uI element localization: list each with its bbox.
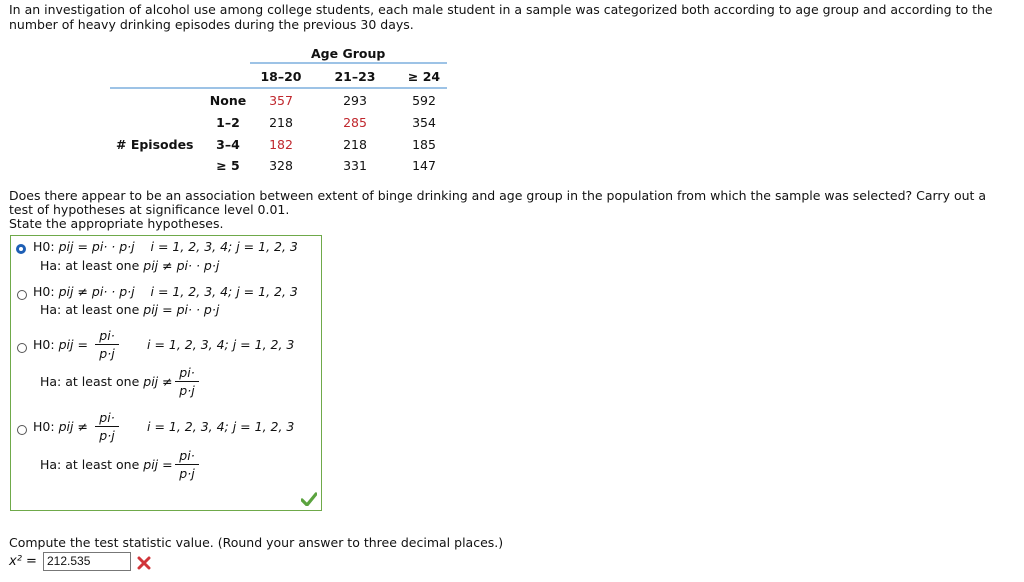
- table-cell: 354: [412, 115, 436, 130]
- state-prompt: State the appropriate hypotheses.: [9, 216, 224, 231]
- radio-option-1[interactable]: [16, 244, 26, 254]
- problem-intro: In an investigation of alcohol use among college students, each male student in a sample was categorized both according to age group and according to the number of heavy drinking episodes during the previous 30 days.: [9, 2, 993, 32]
- option-4-indices: i = 1, 2, 3, 4; j = 1, 2, 3: [147, 419, 295, 434]
- radio-option-3[interactable]: [17, 343, 27, 353]
- row-label: None: [209, 93, 247, 108]
- fraction-denominator: p·j: [99, 346, 115, 361]
- fraction-numerator: pi·: [99, 328, 115, 343]
- col-group-label: Age Group: [311, 46, 386, 61]
- incorrect-x-icon: [137, 556, 151, 570]
- option-3-ha-label: Ha: at least one pij ≠: [40, 374, 173, 389]
- table-cell: 592: [412, 93, 436, 108]
- option-3-h0-label: H0: pij =: [33, 337, 88, 352]
- table-cell: 185: [412, 137, 436, 152]
- col-header: 21–23: [334, 69, 376, 84]
- chi-square-label: x² =: [9, 554, 37, 569]
- fraction-denominator: p·j: [99, 428, 115, 443]
- row-label: 1–2: [216, 115, 240, 130]
- radio-option-2[interactable]: [17, 290, 27, 300]
- fraction-numerator: pi·: [99, 410, 115, 425]
- col-header: ≥ 24: [407, 69, 441, 84]
- test-statistic-input[interactable]: 212.535: [43, 552, 131, 571]
- table-cell: 328: [269, 158, 293, 173]
- table-cell: 218: [269, 115, 293, 130]
- option-3-indices: i = 1, 2, 3, 4; j = 1, 2, 3: [147, 337, 295, 352]
- option-2-h0: H0: pij ≠ pi· · p·j i = 1, 2, 3, 4; j = 1, 2, 3: [33, 284, 298, 299]
- checkmark-icon: [301, 492, 317, 506]
- table-cell: 293: [343, 93, 367, 108]
- col-header: 18–20: [260, 69, 302, 84]
- compute-prompt: Compute the test statistic value. (Round your answer to three decimal places.): [9, 535, 504, 550]
- fraction-numerator: pi·: [179, 365, 195, 380]
- option-4-ha-label: Ha: at least one pij =: [40, 457, 173, 472]
- fraction-denominator: p·j: [179, 466, 195, 481]
- option-1-ha: Ha: at least one pij ≠ pi· · p·j: [40, 258, 220, 273]
- option-2-ha: Ha: at least one pij = pi· · p·j: [40, 302, 220, 317]
- option-4-h0-label: H0: pij ≠: [33, 419, 88, 434]
- row-group-label: # Episodes: [116, 137, 194, 152]
- question-text: Does there appear to be an association between extent of binge drinking and age group in the population from which the sample was selected? Carry out a test of hypotheses at significance level 0.01. State the appropriate hypotheses.: [9, 188, 987, 231]
- fraction-numerator: pi·: [179, 448, 195, 463]
- table-cell: 147: [412, 158, 436, 173]
- row-label: ≥ 5: [216, 158, 240, 173]
- hypotheses-options: [10, 235, 322, 511]
- option-1-h0: H0: pij = pi· · p·j i = 1, 2, 3, 4; j = 1, 2, 3: [33, 239, 298, 254]
- radio-option-4[interactable]: [17, 425, 27, 435]
- table-cell: 357: [269, 93, 293, 108]
- row-label: 3–4: [216, 137, 240, 152]
- table-cell: 182: [269, 137, 293, 152]
- fraction-denominator: p·j: [179, 383, 195, 398]
- table-cell: 331: [343, 158, 367, 173]
- table-cell: 218: [343, 137, 367, 152]
- table-cell: 285: [343, 115, 367, 130]
